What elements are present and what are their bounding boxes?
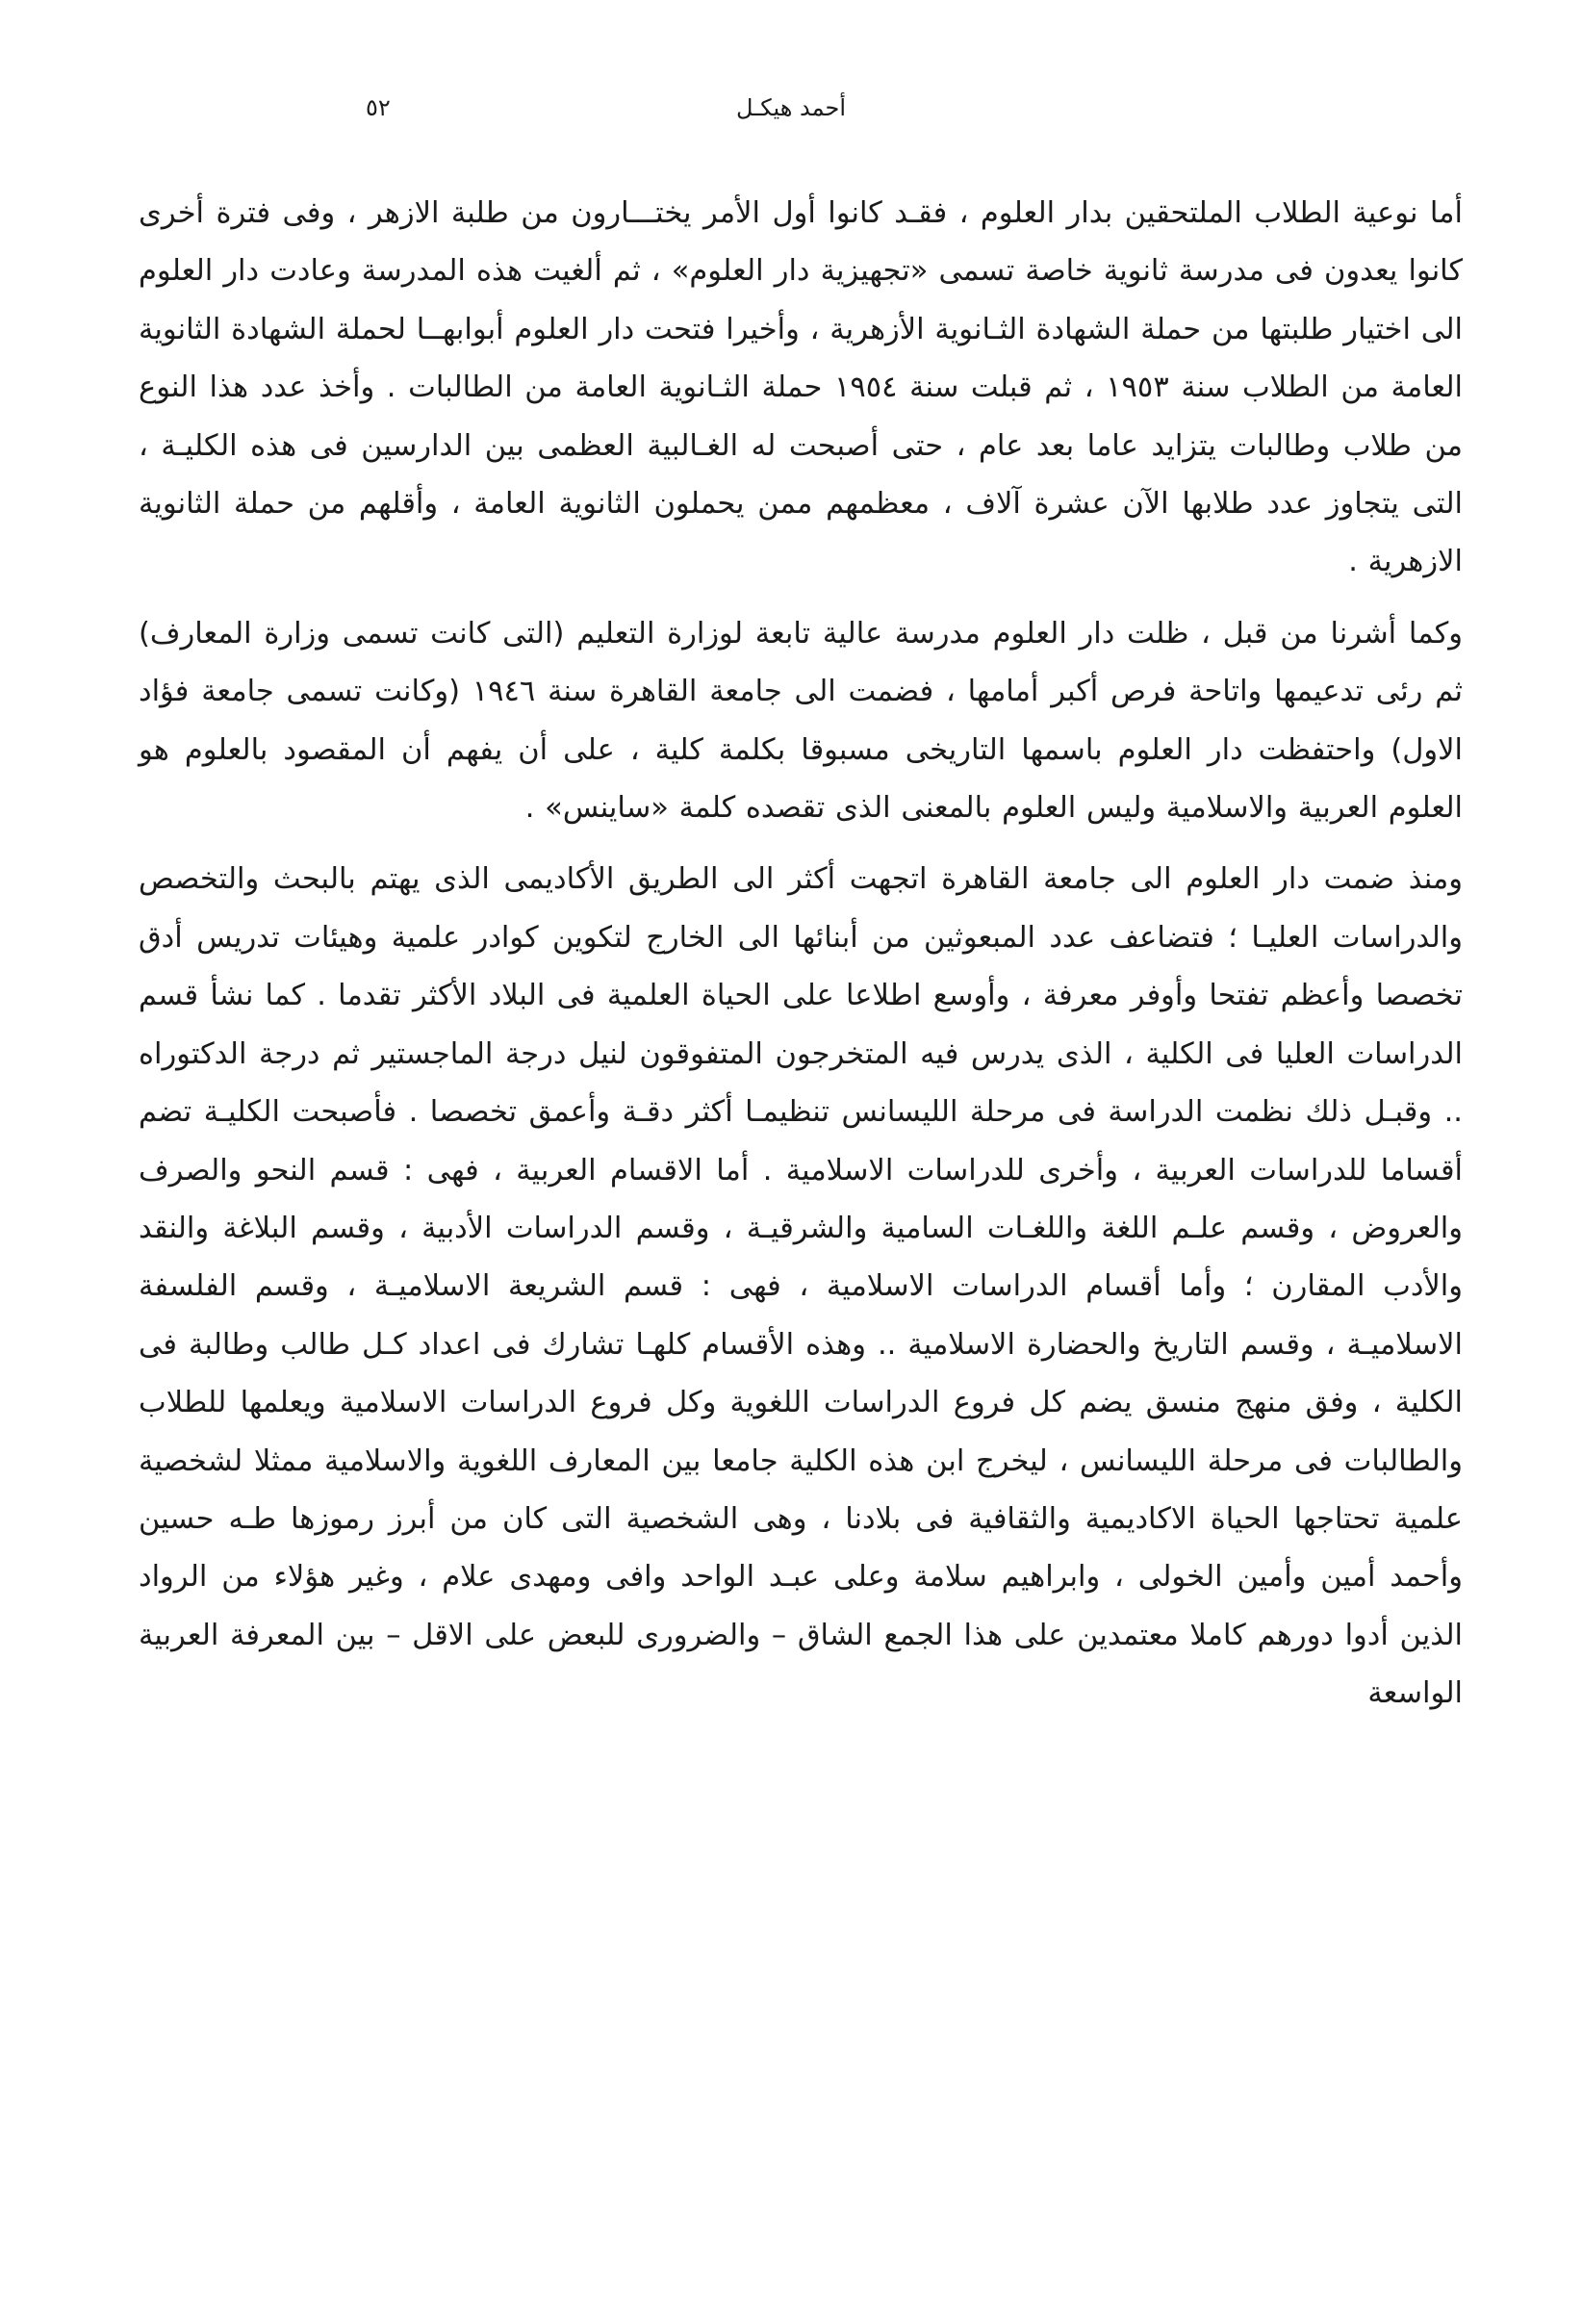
running-head-author: أحمد هيكـل	[736, 94, 846, 121]
page-number: ٥٢	[366, 94, 391, 121]
paragraph-student-intake: أما نوعية الطلاب الملتحقين بدار العلوم ، فقـد كانوا أول الأمر يختـــارون من طلبة الازهر ، وفى فترة أخرى كانوا يعدون فى مدرسة ثانوية خاصة تسمى «تجهيزية دار العلوم» ، ثم ألغيت هذه المدرسة وعادت دار العلوم الى اختيار طلبتها من حملة الشهادة الثـانوية الأزهرية ، وأخيرا فتحت دار العلوم أبوابهــا لحملة الشهادة الثانوية العامة من الطلاب سنة ١٩٥٣ ، ثم قبلت سنة ١٩٥٤ حملة الثـانوية العامة من الطالبات . وأخذ عدد هذا النوع من طلاب وطالبات يتزايد عاما بعد عام ، حتى أصبحت له الغـالبية العظمى بين الدارسين فى هذه الكليـة ، التى يتجاوز عدد طلابها الآن عشرة آلاف ، معظمهم ممن يحملون الثانوية العامة ، وأقلهم من حملة الثانوية الازهرية .	[139, 196, 1463, 579]
running-head	[115, 89, 1467, 127]
body-text	[139, 185, 1463, 1724]
paragraph-academic-departments: ومنذ ضمت دار العلوم الى جامعة القاهرة اتجهت أكثر الى الطريق الأكاديمى الذى يهتم بالبحث والتخصص والدراسات العليـا ؛ فتضاعف عدد المبعوثين من أبنائها الى الخارج لتكوين كوادر علمية وهيئات تدريس أدق تخصصا وأعظم تفتحا وأوفر معرفة ، وأوسع اطلاعا على الحياة العلمية فى البلاد الأكثر تقدما . كما نشأ قسم الدراسات العليا فى الكلية ، الذى يدرس فيه المتخرجون المتفوقون لنيل درجة الماجستير ثم درجة الدكتوراه .. وقبـل ذلك نظمت الدراسة فى مرحلة الليسانس تنظيمـا أكثر دقـة وأعمق تخصصا . فأصبحت الكليـة تضم أقساما للدراسات العربية ، وأخرى للدراسات الاسلامية . أما الاقسام العربية ، فهى : قسم النحو والصرف والعروض ، وقسم علـم اللغة واللغـات السامية والشرقيـة ، وقسم الدراسات الأدبية ، وقسم البلاغة والنقد والأدب المقارن ؛ وأما أقسام الدراسات الاسلامية ، فهى : قسم الشريعة الاسلاميـة ، وقسم الفلسفة الاسلاميـة ، وقسم التاريخ والحضارة الاسلامية .. وهذه الأقسام كلهـا تشارك فى اعداد كـل طالب وطالبة فى الكلية ، وفق منهج منسق يضم كل فروع الدراسات اللغوية وكل فروع الدراسات الاسلامية ويعلمها للطلاب والطالبات فى مرحلة الليسانس ، ليخرج ابن هذه الكلية جامعا بين المعارف اللغوية والاسلامية ممثلا لشخصية علمية تحتاجها الحياة الاكاديمية والثقافية فى بلادنا ، وهى الشخصية التى كان من أبرز رموزها طـه حسين وأحمد أمين وأمين الخولى ، وابراهيم سلامة وعلى عبـد الواحد وافى ومهدى علام ، وغير هؤلاء من الرواد الذين أدوا دورهم كاملا معتمدين على هذا الجمع الشاق – والضرورى للبعض على الاقل – بين المعرفة العربية الواسعة	[139, 862, 1463, 1711]
paragraph-university-merger: وكما أشرنا من قبل ، ظلت دار العلوم مدرسة عالية تابعة لوزارة التعليم (التى كانت تسمى وزارة المعارف) ثم رئى تدعيمها واتاحة فرص أكبر أمامها ، فضمت الى جامعة القاهرة سنة ١٩٤٦ (وكانت تسمى جامعة فؤاد الاول) واحتفظت دار العلوم باسمها التاريخى مسبوقا بكلمة كلية ، على أن يفهم أن المقصود بالعلوم هو العلوم العربية والاسلامية وليس العلوم بالمعنى الذى تقصده كلمة «ساينس» .	[139, 616, 1463, 826]
